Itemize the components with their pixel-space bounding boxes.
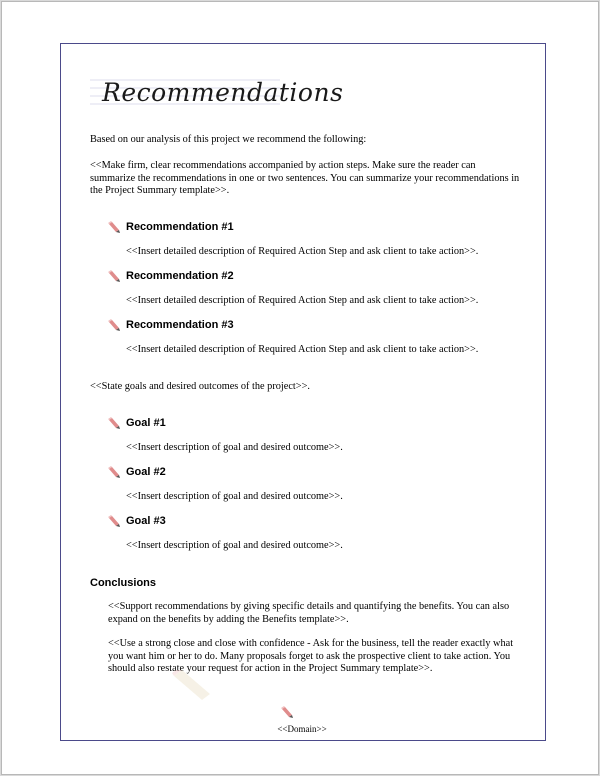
pencil-bullet-icon [108, 466, 120, 478]
pencil-bullet-icon [108, 515, 120, 527]
goal-heading: Goal #1 [126, 417, 166, 429]
goal-text: <<Insert description of goal and desired outcome>>. [126, 442, 343, 453]
page-sheet [1, 1, 599, 775]
pencil-bullet-icon [108, 417, 120, 429]
page-title: Recommendations [102, 78, 344, 107]
recommendation-text: <<Insert detailed description of Required Action Step and ask client to take action>>. [126, 246, 479, 257]
goal-heading: Goal #3 [126, 515, 166, 527]
pencil-footer-icon [281, 706, 293, 718]
footer-domain: <<Domain>> [277, 724, 327, 734]
goal-heading: Goal #2 [126, 466, 166, 478]
conclusions-paragraph: <<Use a strong close and close with confidence - Ask for the business, tell the reader exactly what you want him or her to do. Many proposals forget to ask the prospective client to take action. You should also restate your request for action in the Project Summary template>>. [108, 638, 514, 674]
goal-text: <<Insert description of goal and desired outcome>>. [126, 540, 343, 551]
conclusions-paragraph: <<Support recommendations by giving specific details and quantifying the benefits. You can also expand on the benefits by adding the Benefits template>>. [108, 601, 510, 625]
pencil-bullet-icon [108, 270, 120, 282]
instruction-text: <<Make firm, clear recommendations accompanied by action steps. Make sure the reader can summarize the recommendations in one or two sentences. You can summarize your recommendations in the Project Summary template>>. [90, 160, 520, 196]
goal-text: <<Insert description of goal and desired outcome>>. [126, 491, 343, 502]
goals-intro-text: <<State goals and desired outcomes of the project>>. [90, 381, 310, 392]
recommendation-text: <<Insert detailed description of Required Action Step and ask client to take action>>. [126, 344, 479, 355]
recommendation-heading: Recommendation #2 [126, 270, 234, 282]
recommendation-heading: Recommendation #1 [126, 221, 234, 233]
recommendation-heading: Recommendation #3 [126, 319, 234, 331]
recommendation-text: <<Insert detailed description of Required Action Step and ask client to take action>>. [126, 295, 479, 306]
pencil-bullet-icon [108, 319, 120, 331]
pencil-watermark-icon [172, 670, 212, 700]
conclusions-heading: Conclusions [90, 577, 157, 589]
intro-text: Based on our analysis of this project we recommend the following: [90, 134, 367, 145]
pencil-bullet-icon [108, 221, 120, 233]
